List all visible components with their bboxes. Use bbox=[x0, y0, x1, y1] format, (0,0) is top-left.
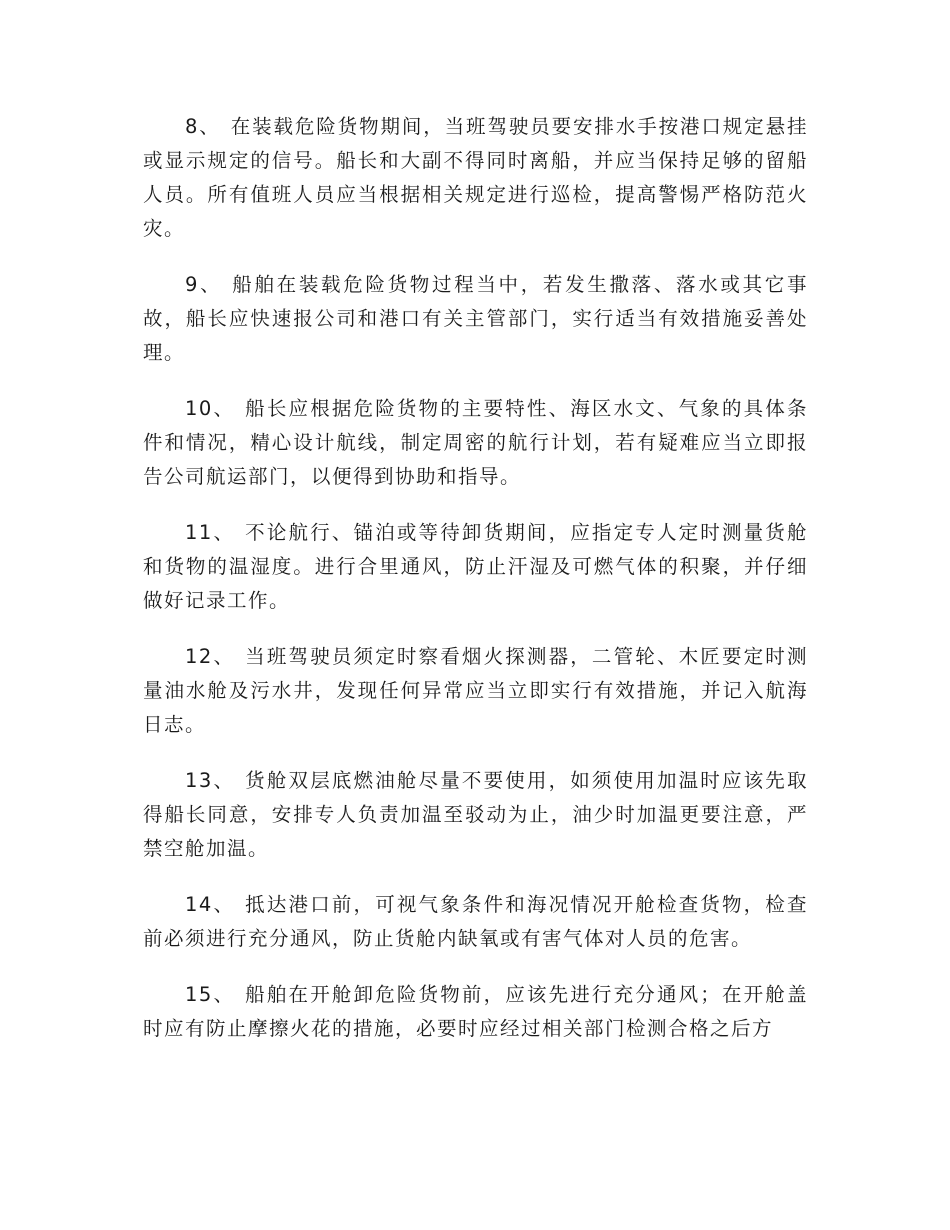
paragraph-number: 13、 bbox=[185, 769, 236, 792]
paragraph-text: 在装载危险货物期间，当班驾驶员要安排水手按港口规定悬挂或显示规定的信号。船长和大副不得同时离船，并应当保持足够的留船人员。所有值班人员应当根据相关规定进行巡检，提高警惕严格防范火灾。 bbox=[143, 115, 808, 240]
paragraph-item-13 bbox=[143, 764, 808, 866]
paragraph-item-10 bbox=[143, 392, 808, 494]
paragraph-text: 当班驾驶员须定时察看烟火探测器，二管轮、木匠要定时测量油水舱及污水井，发现任何异常应当立即实行有效措施，并记入航海日志。 bbox=[143, 645, 808, 736]
paragraph-number: 8、 bbox=[185, 115, 221, 138]
document-body bbox=[143, 110, 808, 1068]
paragraph-text: 抵达港口前，可视气象条件和海况情况开舱检查货物，检查前必须进行充分通风，防止货舱内缺氧或有害气体对人员的危害。 bbox=[143, 893, 808, 950]
paragraph-item-15 bbox=[143, 978, 808, 1046]
paragraph-text: 船长应根据危险货物的主要特性、海区水文、气象的具体条件和情况，精心设计航线，制定周密的航行计划，若有疑难应当立即报告公司航运部门，以便得到协助和指导。 bbox=[143, 397, 808, 488]
paragraph-number: 9、 bbox=[185, 273, 223, 296]
paragraph-number: 11、 bbox=[185, 521, 236, 544]
paragraph-item-12 bbox=[143, 640, 808, 742]
paragraph-number: 15、 bbox=[185, 983, 236, 1006]
paragraph-number: 12、 bbox=[185, 645, 236, 668]
paragraph-text: 货舱双层底燃油舱尽量不要使用，如须使用加温时应该先取得船长同意，安排专人负责加温至驳动为止，油少时加温更要注意，严禁空舱加温。 bbox=[143, 769, 808, 860]
paragraph-item-11 bbox=[143, 516, 808, 618]
paragraph-text: 船舶在开舱卸危险货物前，应该先进行充分通风；在开舱盖时应有防止摩擦火花的措施，必要时应经过相关部门检测合格之后方 bbox=[143, 983, 808, 1040]
paragraph-number: 14、 bbox=[185, 893, 236, 916]
paragraph-item-9 bbox=[143, 268, 808, 370]
paragraph-item-8 bbox=[143, 110, 808, 246]
paragraph-text: 不论航行、锚泊或等待卸货期间，应指定专人定时测量货舱和货物的温湿度。进行合里通风，防止汗湿及可燃气体的积聚，并仔细做好记录工作。 bbox=[143, 521, 808, 612]
paragraph-number: 10、 bbox=[185, 397, 236, 420]
paragraph-text: 船舶在装载危险货物过程当中，若发生撒落、落水或其它事故，船长应快速报公司和港口有关主管部门，实行适当有效措施妥善处理。 bbox=[143, 273, 808, 364]
paragraph-item-14 bbox=[143, 888, 808, 956]
